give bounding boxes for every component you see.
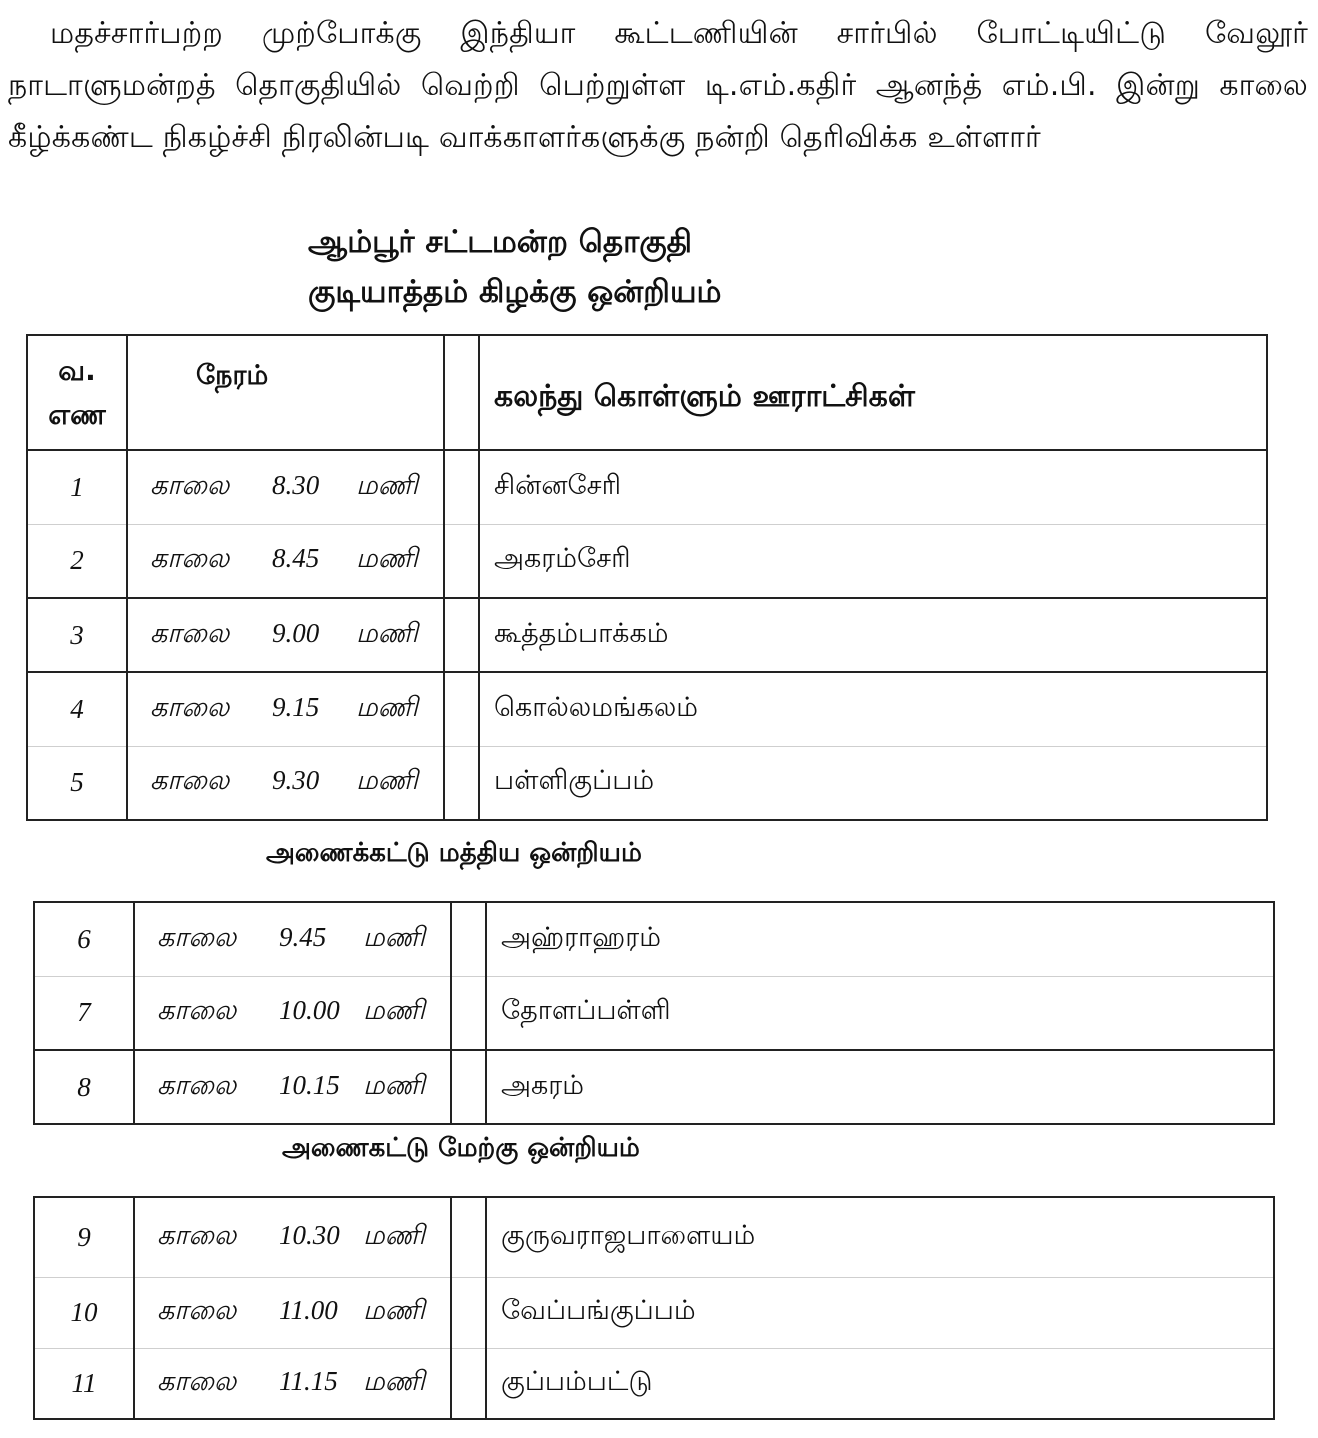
time-unit: மணி (356, 765, 418, 796)
time-period: காலை (150, 469, 230, 500)
serial-number-cell: 8 (34, 1050, 134, 1124)
time-unit: மணி (363, 1295, 425, 1325)
panchayat-name-cell: பள்ளிகுப்பம் (479, 746, 1267, 820)
section-heading-west-union: அணைகட்டு மேற்கு ஒன்றியம் (282, 1133, 640, 1163)
serial-number-cell: 2 (27, 524, 127, 598)
spacer-cell (451, 976, 486, 1050)
time-value: 9.00 (272, 617, 320, 648)
spacer-cell (444, 746, 479, 820)
time-unit: மணி (356, 469, 418, 500)
intro-paragraph: மதச்சார்பற்ற முற்போக்கு இந்தியா கூட்டணியின் சார்பில் போட்டியிட்டு வேலூர் நாடாளுமன்றத் தொகுதியில் வெற்றி பெற்றுள்ள டி.எம்.கதிர் ஆனந்த் எம்.பி. இன்று காலை கீழ்க்கண்ட நிகழ்ச்சி நிரலின்படி வாக்காளர்களுக்கு நன்றி தெரிவிக்க உள்ளார் (8, 16, 1308, 155)
time-period: காலை (157, 1365, 237, 1396)
serial-number-cell: 7 (34, 976, 134, 1050)
schedule-table-central-union (33, 901, 1275, 1125)
serial-header-line2: எண (48, 397, 106, 431)
time-cell (127, 672, 444, 746)
union-heading: குடியாத்தம் கிழக்கு ஒன்றியம் (308, 274, 722, 310)
table-header-row (27, 335, 1267, 450)
panchayat-name-cell: அகரம்சேரி (479, 524, 1267, 598)
time-cell (134, 1050, 451, 1124)
spacer-cell (444, 524, 479, 598)
time-cell (127, 598, 444, 672)
serial-number-cell: 9 (34, 1197, 134, 1277)
time-unit: மணி (356, 617, 418, 648)
time-cell (134, 1197, 451, 1277)
spacer-cell (444, 335, 479, 450)
panchayat-name-cell: கூத்தம்பாக்கம் (479, 598, 1267, 672)
section-heading-central-union: அணைக்கட்டு மத்திய ஒன்றியம் (266, 838, 642, 868)
time-period: காலை (157, 921, 237, 952)
time-unit: மணி (363, 1365, 425, 1396)
time-unit: மணி (356, 691, 418, 722)
time-cell (134, 902, 451, 976)
time-cell (127, 450, 444, 524)
time-header: நேரம் (127, 335, 444, 450)
panchayat-name-cell: அஹ்ராஹரம் (486, 902, 1274, 976)
time-value: 9.30 (272, 765, 320, 796)
time-value: 10.15 (279, 1069, 340, 1100)
spacer-cell (444, 598, 479, 672)
table-row (27, 450, 1267, 524)
serial-number-header (27, 335, 127, 450)
places-header: கலந்து கொள்ளும் ஊராட்சிகள் (479, 335, 1267, 450)
spacer-cell (451, 1277, 486, 1348)
serial-number-cell: 11 (34, 1348, 134, 1419)
table-row (27, 746, 1267, 820)
time-period: காலை (150, 765, 230, 796)
time-value: 11.00 (279, 1295, 338, 1325)
table-row (34, 1277, 1274, 1348)
table-row (34, 976, 1274, 1050)
table-row (34, 1050, 1274, 1124)
time-unit: மணி (363, 995, 425, 1026)
spacer-cell (451, 902, 486, 976)
time-value: 11.15 (279, 1365, 338, 1396)
schedule-table-east-union (26, 334, 1268, 821)
time-cell (134, 1348, 451, 1419)
table-row (27, 672, 1267, 746)
time-unit: மணி (356, 543, 418, 574)
time-value: 9.15 (272, 691, 320, 722)
serial-header-line1: வ. (58, 353, 96, 387)
time-period: காலை (150, 543, 230, 574)
spacer-cell (451, 1197, 486, 1277)
time-period: காலை (150, 617, 230, 648)
serial-number-cell: 5 (27, 746, 127, 820)
table-row (34, 1348, 1274, 1419)
serial-number-cell: 10 (34, 1277, 134, 1348)
spacer-cell (444, 672, 479, 746)
serial-number-cell: 4 (27, 672, 127, 746)
panchayat-name-cell: அகரம் (486, 1050, 1274, 1124)
spacer-cell (451, 1050, 486, 1124)
serial-number-cell: 6 (34, 902, 134, 976)
time-value: 9.45 (279, 921, 327, 952)
table-row (27, 598, 1267, 672)
time-unit: மணி (363, 921, 425, 952)
panchayat-name-cell: குருவராஜபாளையம் (486, 1197, 1274, 1277)
time-period: காலை (157, 1069, 237, 1100)
table-row (34, 902, 1274, 976)
time-cell (127, 524, 444, 598)
constituency-heading: ஆம்பூர் சட்டமன்ற தொகுதி (308, 224, 693, 260)
table-row (27, 524, 1267, 598)
time-value: 10.30 (279, 1219, 340, 1250)
panchayat-name-cell: சின்னசேரி (479, 450, 1267, 524)
time-unit: மணி (363, 1219, 425, 1250)
time-cell (134, 976, 451, 1050)
serial-number-cell: 3 (27, 598, 127, 672)
serial-number-cell: 1 (27, 450, 127, 524)
time-value: 8.30 (272, 469, 320, 500)
panchayat-name-cell: கொல்லமங்கலம் (479, 672, 1267, 746)
time-value: 10.00 (279, 995, 340, 1026)
time-value: 8.45 (272, 543, 320, 574)
schedule-table-west-union (33, 1196, 1275, 1420)
time-period: காலை (150, 691, 230, 722)
panchayat-name-cell: வேப்பங்குப்பம் (486, 1277, 1274, 1348)
spacer-cell (444, 450, 479, 524)
panchayat-name-cell: தோளப்பள்ளி (486, 976, 1274, 1050)
time-period: காலை (157, 995, 237, 1026)
time-period: காலை (157, 1295, 237, 1325)
spacer-cell (451, 1348, 486, 1419)
time-period: காலை (157, 1219, 237, 1250)
panchayat-name-cell: குப்பம்பட்டு (486, 1348, 1274, 1419)
time-unit: மணி (363, 1069, 425, 1100)
time-cell (134, 1277, 451, 1348)
time-cell (127, 746, 444, 820)
table-row (34, 1197, 1274, 1277)
